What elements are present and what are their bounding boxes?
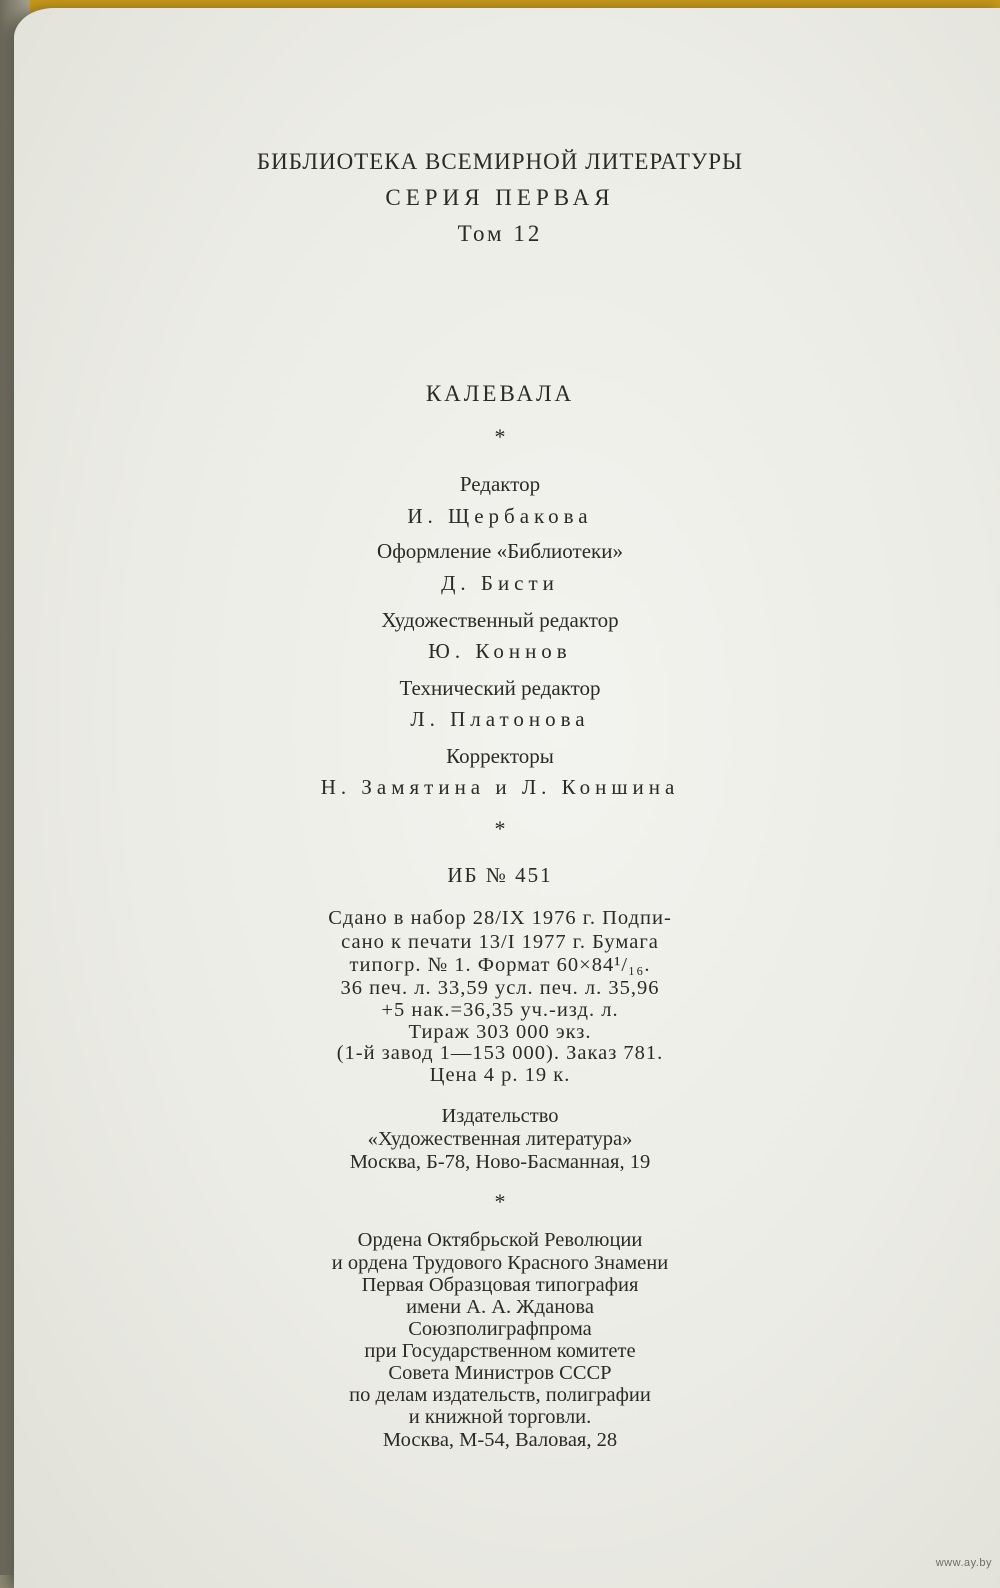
printer-line: при Государственном комитете	[364, 1340, 636, 1362]
imprint-line: Сдано в набор 28/IX 1976 г. Подпи-	[328, 907, 672, 929]
separator-star: *	[494, 1189, 506, 1214]
printer-line: и книжной торговли.	[408, 1406, 592, 1428]
printer-line: Совета Министров СССР	[388, 1362, 612, 1384]
credit-role: Редактор	[459, 472, 541, 496]
imprint-line: +5 нак.=36,35 уч.-изд. л.	[381, 999, 619, 1021]
credit-role: Оформление «Библиотеки»	[377, 539, 623, 563]
imprint-line: типогр. № 1. Формат 60×84¹/₁₆.	[349, 954, 651, 976]
credit-name: И. Щербакова	[407, 504, 593, 528]
printer-line: Союзполиграфпрома	[408, 1318, 592, 1340]
ib-number: ИБ № 451	[447, 863, 553, 887]
book-title: КАЛЕВАЛА	[425, 381, 575, 406]
imprint-line: Цена 4 р. 19 к.	[429, 1064, 571, 1086]
imprint-line: 36 печ. л. 33,59 усл. печ. л. 35,96	[340, 977, 660, 999]
separator-star: *	[494, 424, 506, 449]
watermark: www.ay.by	[935, 1557, 992, 1569]
credit-name: Н. Замятина и Л. Коншина	[320, 775, 680, 799]
publisher-line: «Художественная литература»	[367, 1128, 633, 1150]
library-title: БИБЛИОТЕКА ВСЕМИРНОЙ ЛИТЕРАТУРЫ	[256, 149, 744, 174]
imprint-line: Тираж 303 000 экз.	[408, 1021, 592, 1043]
printer-line: по делам издательств, полиграфии	[349, 1384, 651, 1406]
printer-line: Ордена Октябрьской Революции	[357, 1229, 643, 1251]
credit-role: Технический редактор	[399, 676, 601, 700]
printer-line: Первая Образцовая типография	[361, 1274, 639, 1296]
credit-name: Д. Бисти	[441, 571, 559, 595]
publisher-line: Москва, Б-78, Ново-Басманная, 19	[349, 1151, 651, 1173]
printer-line: и ордена Трудового Красного Знамени	[331, 1252, 669, 1274]
printer-line: Москва, М-54, Валовая, 28	[382, 1429, 618, 1451]
publisher-line: Издательство	[441, 1105, 559, 1127]
separator-star: *	[494, 816, 506, 841]
credit-name: Ю. Коннов	[428, 639, 572, 663]
credit-role: Художественный редактор	[381, 608, 619, 632]
series-title: СЕРИЯ ПЕРВАЯ	[385, 185, 615, 210]
volume-number: Том 12	[457, 221, 543, 246]
imprint-line: (1-й завод 1—153 000). Заказ 781.	[336, 1042, 664, 1064]
credit-name: Л. Платонова	[410, 707, 590, 731]
credit-role: Корректоры	[446, 744, 554, 768]
imprint-line: сано к печати 13/I 1977 г. Бумага	[341, 931, 659, 953]
printer-line: имени А. А. Жданова	[406, 1296, 594, 1318]
